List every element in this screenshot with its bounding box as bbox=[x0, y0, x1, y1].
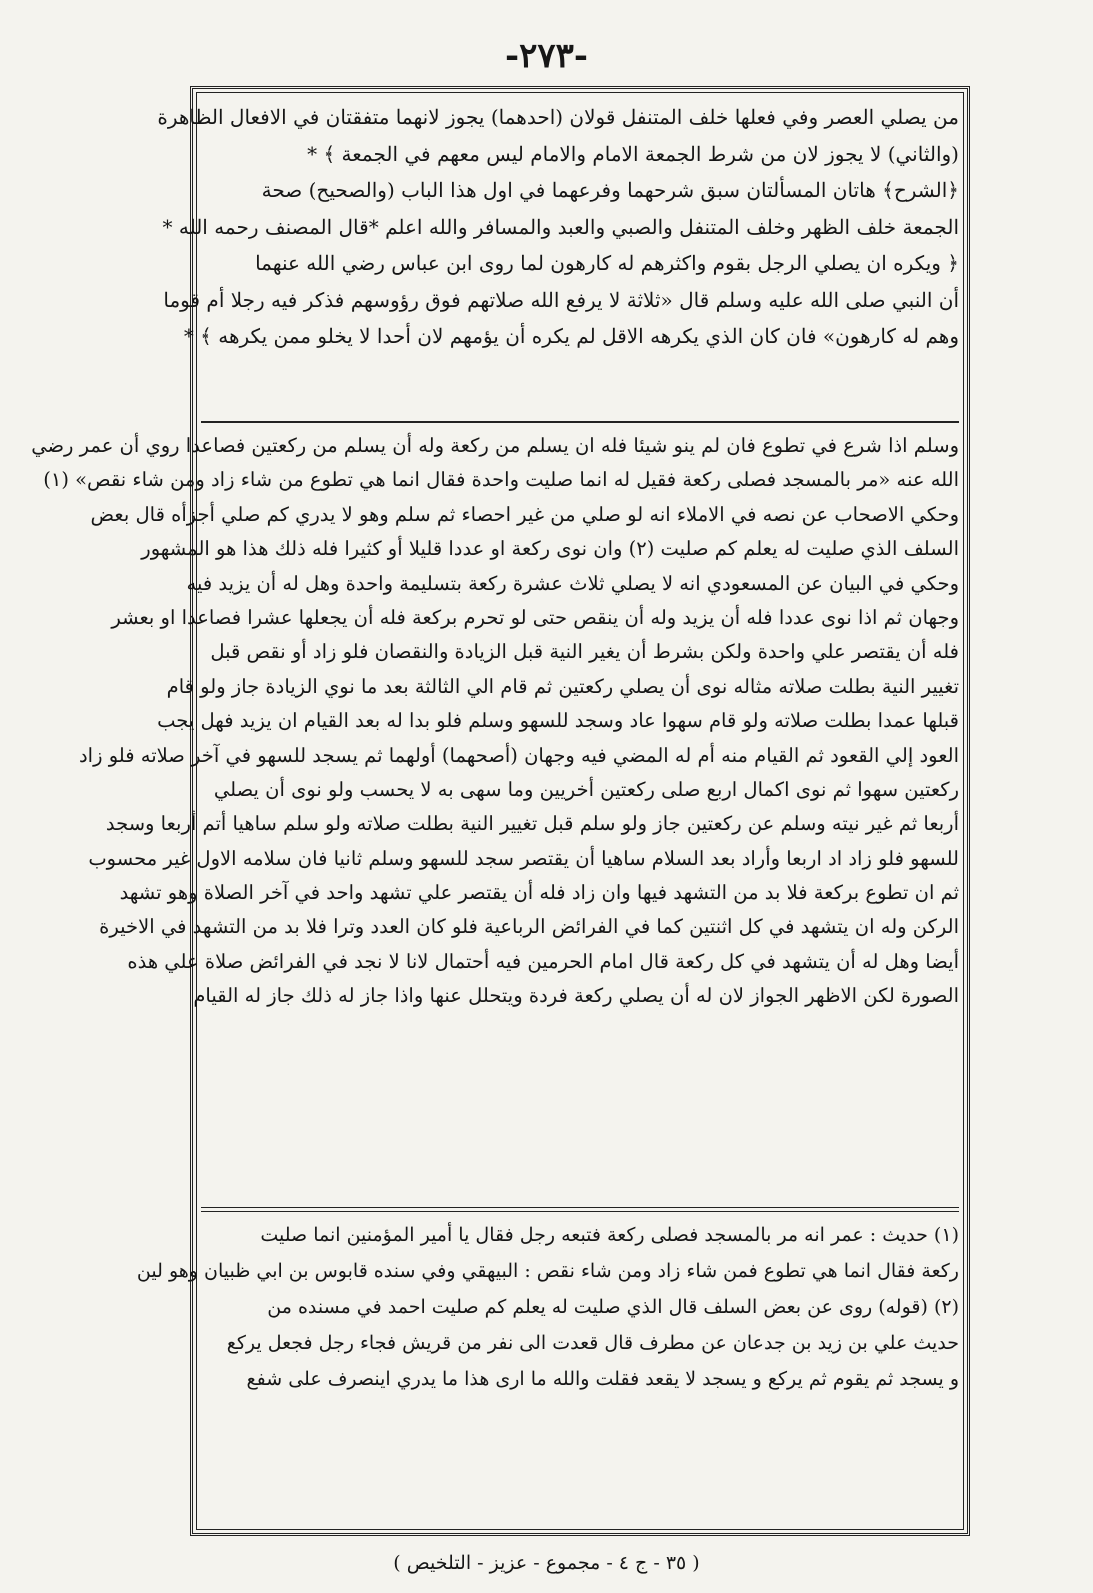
commentary-line: وجهان ثم اذا نوى عددا فله أن يزيد وله أن ينقص حتى لو تحرم بركعة فله أن يجعلها عشرا فصاعدا او بعشر bbox=[111, 605, 959, 629]
main-text-line: ﴿الشرح﴾ هاتان المسألتان سبق شرحهما وفرعهما في اول هذا الباب (والصحيح) صحة bbox=[261, 178, 959, 202]
commentary-block bbox=[31, 429, 959, 1014]
commentary-line: وحكي الاصحاب عن نصه في الاملاء انه لو صلي من غير احصاء ثم سلم وهو لا يدري كم صلي أجزأه قال بعض bbox=[90, 502, 959, 526]
commentary-line: السلف الذي صليت له يعلم كم صليت (٢) وان نوى ركعة او عددا قليلا أو كثيرا فله ذلك هذا هو المشهور bbox=[141, 537, 959, 561]
commentary-line: أيضا وهل له أن يتشهد في كل ركعة قال امام الحرمين فيه أحتمال لانا لا نجد في الفرائض صلاة علي هذه bbox=[127, 949, 959, 973]
footnote-line: حديث علي بن زيد بن جدعان عن مطرف قال قعدت الى نفر من قريش فجاء رجل فجعل يركع bbox=[226, 1332, 959, 1354]
signature-caption: ( ٣٥ - ج ٤ - مجموع - عزيز - التلخيص ) bbox=[393, 1552, 700, 1574]
commentary-line: ركعتين سهوا ثم نوى اكمال اربع صلى ركعتين أخريين وما سهى به لا يحسب ولو نوى أن يصلي bbox=[213, 777, 959, 801]
commentary-line: الله عنه «مر بالمسجد فصلى ركعة فقيل له انما صليت واحدة فقال انما هي تطوع من شاء زاد ومن شاء نقص» (١) bbox=[43, 468, 959, 492]
commentary-line: ثم ان تطوع بركعة فلا بد من التشهد فيها وان زاد فله أن يقتصر علي تشهد واحد في آخر الصلاة وهو تشهد bbox=[119, 881, 959, 905]
commentary-line: فله أن يقتصر علي واحدة ولكن بشرط أن يغير النية قبل الزيادة والنقصان فلو زاد أو نقص قبل bbox=[210, 640, 959, 664]
main-text-line: الجمعة خلف الظهر وخلف المتنفل والصبي والعبد والمسافر والله اعلم *قال المصنف رحمه الله * bbox=[162, 214, 959, 239]
commentary-line: وحكي في البيان عن المسعودي انه لا يصلي ثلاث عشرة ركعة بتسليمة واحدة وهل له أن يزيد فيه bbox=[186, 571, 959, 595]
commentary-line: للسهو فلو زاد اد اربعا وأراد بعد السلام ساهيا أن يقتصر سجد للسهو وسلم ثانيا فان سلامه الاول غير محسوب bbox=[88, 846, 959, 870]
commentary-line: قبلها عمدا بطلت صلاته ولو قام سهوا عاد وسجد للسهو وسلم فلو بدا له بعد القيام ان يزيد فهل يجب bbox=[157, 709, 959, 733]
footnote-line: (١) حديث : عمر انه مر بالمسجد فصلى ركعة فتبعه رجل فقال يا أمير المؤمنين انما صليت bbox=[260, 1224, 959, 1246]
section-divider bbox=[201, 421, 959, 423]
main-text-line: وهم له كارهون» فان كان الذي يكرهه الاقل لم يكره أن يؤمهم لان أحدا لا يخلو ممن يكرهه ﴾ * bbox=[183, 324, 959, 348]
footnotes-block bbox=[136, 1217, 959, 1397]
main-text-line: ﴿ ويكره ان يصلي الرجل بقوم واكثرهم له كارهون لما روى ابن عباس رضي الله عنهما bbox=[255, 251, 959, 275]
footnote-divider bbox=[201, 1207, 959, 1208]
main-text-block bbox=[157, 99, 959, 355]
page-number: -٢٧٣- bbox=[504, 36, 589, 76]
commentary-line: وسلم اذا شرع في تطوع فان لم ينو شيئا فله ان يسلم من ركعة وله أن يسلم من ركعتين فصاعدا روي أن عمر رضي bbox=[31, 434, 959, 457]
main-text-line: (والثاني) لا يجوز لان من شرط الجمعة الامام والامام ليس معهم في الجمعة ﴾ * bbox=[307, 141, 959, 166]
commentary-line: الصورة لكن الاظهر الجواز لان له أن يصلي ركعة فردة ويتحلل عنها واذا جاز له ذلك جاز له القيام bbox=[193, 984, 959, 1008]
commentary-line: العود إلي القعود ثم القيام منه أم له المضي فيه وجهان (أصحهما) أولهما ثم يسجد للسهو في آخر صلاته فلو زاد bbox=[79, 743, 959, 767]
footnote-line: و يسجد ثم يقوم ثم يركع و يسجد لا يقعد فقلت والله ما ارى هذا ما يدري اينصرف على شفع bbox=[246, 1368, 959, 1390]
footnote-line: (٢) (قوله) روى عن بعض السلف قال الذي صليت له يعلم كم صليت احمد في مسنده من bbox=[267, 1296, 959, 1318]
commentary-line: أربعا ثم غير نيته وسلم عن ركعتين جاز ولو سلم قبل تغيير النية بطلت صلاته ولو سلم ساهيا أتم أربعا وسجد bbox=[105, 812, 959, 836]
footnote-divider-double bbox=[201, 1211, 959, 1212]
page-frame bbox=[31, 86, 970, 1536]
main-text-line: من يصلي العصر وفي فعلها خلف المتنفل قولان (احدهما) يجوز لانهما متفقتان في الافعال الظاهرة bbox=[157, 105, 959, 129]
footnote-line: ركعة فقال انما هي تطوع فمن شاء زاد ومن شاء نقص : البيهقي وفي سنده قابوس بن ابي ظبيان وهو لين bbox=[136, 1260, 959, 1282]
commentary-line: الركن وله ان يتشهد في كل اثنتين كما في الفرائض الرباعية فلو كان العدد وترا فلا بد من التشهد في الاخيرة bbox=[99, 915, 959, 939]
commentary-line: تغيير النية بطلت صلاته مثاله نوى أن يصلي ركعتين ثم قام الي الثالثة بعد ما نوي الزيادة جاز ولو قام bbox=[166, 674, 959, 698]
main-text-line: أن النبي صلى الله عليه وسلم قال «ثلاثة لا يرفع الله صلاتهم فوق رؤوسهم فذكر فيه رجلا أم قوما bbox=[163, 287, 959, 312]
